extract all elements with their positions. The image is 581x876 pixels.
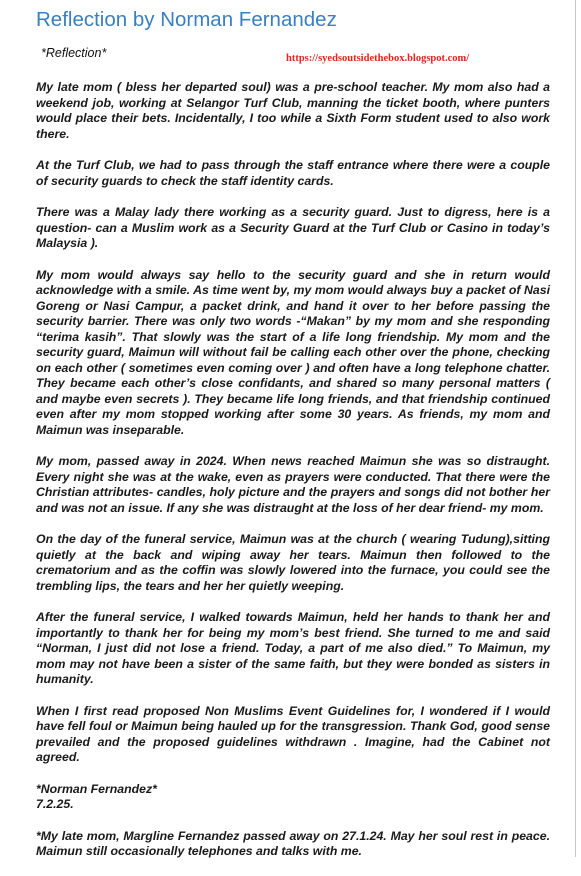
article-title: Reflection by Norman Fernandez (36, 8, 337, 31)
article-subhead: *Reflection* (41, 46, 107, 60)
page-edge-divider (575, 0, 576, 857)
article-body (36, 80, 550, 876)
signature-name: *Norman Fernandez* (36, 781, 157, 796)
paragraph-4: My mom would always say hello to the security guard and she in return would acknowledge with a smile. As time went by, my mom would always buy a packet of Nasi Goreng or Nasi Campur, a packet drink, and hand it over to her before passing the security barrier. There was only two words -“Makan” by my mom and she responding “terima kasih”. That slowly was the start of a life long friendship. My mom and the security guard, Maimun will without fail be calling each other over the phone, checking on each other ( sometimes even coming over ) and often have a long telephone chatter. They became each other’s close confidants, and shared so many personal matters ( and maybe even secrets ). They became life long friends, and that friendship continued even after my mom stopped working after some 30 years. As friends, my mom and Maimun was inseparable. (36, 267, 550, 437)
signature-block (36, 782, 550, 813)
source-link[interactable]: https://syedsoutsidethebox.blogspot.com/ (286, 53, 470, 64)
footnote: *My late mom, Margline Fernandez passed away on 27.1.24. May her soul rest in peace. Maimun still occasionally telephones and talks with me. (36, 828, 550, 858)
signature-date: 7.2.25. (36, 797, 74, 811)
paragraph-2: At the Turf Club, we had to pass through the staff entrance where there were a couple of security guards to check the staff identity cards. (36, 158, 550, 188)
paragraph-7: After the funeral service, I walked towards Maimun, held her hands to thank her and importantly to thank her for being my mom’s best friend. She turned to me and said “Norman, I just did not lose a friend. Today, a part of me also died.” To Maimun, my mom may not have been a sister of the same faith, but they were bonded as sisters in humanity. (36, 610, 550, 686)
paragraph-5: My mom, passed away in 2024. When news reached Maimun she was so distraught. Every night she was at the wake, even as prayers were conducted. That there were the Christian attributes- candles, holy picture and the prayers and songs did not bother her and was not an issue. If any she was distraught at the loss of her dear friend- my mom. (36, 454, 550, 515)
paragraph-3: There was a Malay lady there working as a security guard. Just to digress, here is a question- can a Muslim work as a Security Guard at the Turf Club or Casino in today’s Malaysia ). (36, 205, 550, 250)
paragraph-6: On the day of the funeral service, Maimun was at the church ( wearing Tudung),sitting quietly at the back and wiping away her tears. Maimun then followed to the crematorium and as the coffin was slowly lowered into the furnace, you could see the trembling lips, the tears and her her quietly weeping. (36, 532, 550, 593)
paragraph-1: My late mom ( bless her departed soul) was a pre-school teacher. My mom also had a weekend job, working at Selangor Turf Club, manning the ticket booth, where punters would place their bets. Incidentally, I too while a Sixth Form student used to also work there. (36, 80, 550, 141)
paragraph-8: When I first read proposed Non Muslims Event Guidelines for, I wondered if I would have fell foul or Maimun being hauled up for the transgression. Thank God, good sense prevailed and the proposed guidelines withdrawn . Imagine, had the Cabinet not agreed. (36, 703, 550, 764)
